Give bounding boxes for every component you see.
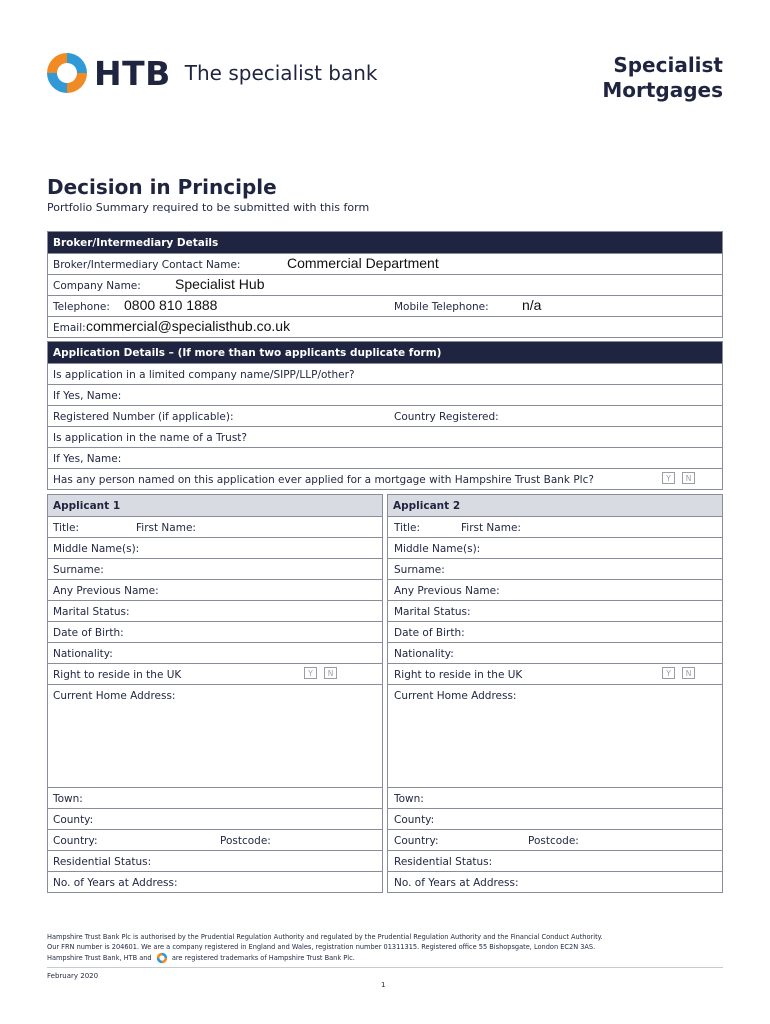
middle-name-label: Middle Name(s): xyxy=(394,543,481,555)
town-row[interactable] xyxy=(388,787,722,808)
previous-name-label: Any Previous Name: xyxy=(53,585,159,597)
home-address-row[interactable] xyxy=(48,684,382,787)
county-label: County: xyxy=(53,814,94,826)
company-field[interactable]: Specialist Hub xyxy=(175,276,265,292)
previous-name-row[interactable] xyxy=(388,579,722,600)
surname-label: Surname: xyxy=(53,564,104,576)
registered-number-label: Registered Number (if applicable): xyxy=(53,411,234,423)
logo-tagline: The specialist bank xyxy=(184,61,378,85)
years-at-address-row[interactable] xyxy=(48,871,382,892)
right-to-reside-row xyxy=(388,663,722,684)
logo-htb-text: HTB xyxy=(94,53,171,93)
date-of-birth-label: Date of Birth: xyxy=(394,627,465,639)
limited-company-row[interactable] xyxy=(48,363,722,384)
if-yes-name-label: If Yes, Name: xyxy=(53,453,122,465)
marital-status-row[interactable] xyxy=(388,600,722,621)
applicant-2-heading: Applicant 2 xyxy=(388,495,722,516)
htb-swirl-small-icon xyxy=(155,952,169,964)
title-label: Title: xyxy=(53,522,80,534)
telephone-field[interactable]: 0800 810 1888 xyxy=(124,297,218,313)
middle-name-label: Middle Name(s): xyxy=(53,543,140,555)
telephone-label: Telephone: xyxy=(53,301,110,313)
footer-line-3 xyxy=(47,952,727,964)
footer-line-3a: Hampshire Trust Bank, HTB and xyxy=(47,954,152,962)
middle-name-row[interactable] xyxy=(48,537,382,558)
title-row[interactable] xyxy=(48,516,382,537)
middle-name-row[interactable] xyxy=(388,537,722,558)
trust-row[interactable] xyxy=(48,426,722,447)
no-checkbox[interactable]: N xyxy=(324,667,337,679)
years-at-address-row[interactable] xyxy=(388,871,722,892)
no-checkbox[interactable]: N xyxy=(682,472,695,484)
country-registered-label: Country Registered: xyxy=(394,411,499,423)
previous-name-row[interactable] xyxy=(48,579,382,600)
country-label: Country: xyxy=(394,835,439,847)
mobile-label: Mobile Telephone: xyxy=(394,301,489,313)
htb-swirl-logo-icon xyxy=(44,50,90,96)
surname-row[interactable] xyxy=(48,558,382,579)
yes-checkbox[interactable]: Y xyxy=(304,667,317,679)
application-section xyxy=(47,341,723,490)
nationality-row[interactable] xyxy=(48,642,382,663)
specialist-line: Specialist xyxy=(613,53,723,77)
title-label: Title: xyxy=(394,522,421,534)
nationality-row[interactable] xyxy=(388,642,722,663)
right-to-reside-label: Right to reside in the UK xyxy=(53,669,182,681)
previous-name-label: Any Previous Name: xyxy=(394,585,500,597)
date-of-birth-label: Date of Birth: xyxy=(53,627,124,639)
limited-company-question: Is application in a limited company name/SIPP/LLP/other? xyxy=(53,369,355,381)
years-at-address-label: No. of Years at Address: xyxy=(53,877,178,889)
surname-row[interactable] xyxy=(388,558,722,579)
town-label: Town: xyxy=(394,793,424,805)
country-row[interactable] xyxy=(48,829,382,850)
residential-status-row[interactable] xyxy=(388,850,722,871)
footer-divider xyxy=(47,967,723,968)
email-row xyxy=(48,316,722,337)
home-address-row[interactable] xyxy=(388,684,722,787)
company-label: Company Name: xyxy=(53,280,141,292)
town-row[interactable] xyxy=(48,787,382,808)
nationality-label: Nationality: xyxy=(53,648,113,660)
no-checkbox[interactable]: N xyxy=(682,667,695,679)
mobile-field[interactable]: n/a xyxy=(522,297,542,313)
marital-status-label: Marital Status: xyxy=(394,606,471,618)
home-address-label: Current Home Address: xyxy=(53,690,176,702)
htb-logo xyxy=(44,50,378,96)
company-name-row[interactable] xyxy=(48,384,722,405)
footer-line-1: Hampshire Trust Bank Plc is authorised by the Prudential Regulation Authority and regulated by the Prudential Regulation Authority and the Financial Conduct Authority. xyxy=(47,933,603,941)
country-row[interactable] xyxy=(388,829,722,850)
applicant-1-heading: Applicant 1 xyxy=(48,495,382,516)
residential-status-row[interactable] xyxy=(48,850,382,871)
nationality-label: Nationality: xyxy=(394,648,454,660)
registered-number-row[interactable] xyxy=(48,405,722,426)
county-row[interactable] xyxy=(388,808,722,829)
date-of-birth-row[interactable] xyxy=(388,621,722,642)
page-number: 1 xyxy=(381,981,386,989)
page-title: Decision in Principle xyxy=(47,175,277,199)
date-of-birth-row[interactable] xyxy=(48,621,382,642)
postcode-label: Postcode: xyxy=(528,835,579,847)
broker-contact-field[interactable]: Commercial Department xyxy=(287,255,439,271)
email-label: Email: xyxy=(53,322,86,334)
right-to-reside-label: Right to reside in the UK xyxy=(394,669,523,681)
town-label: Town: xyxy=(53,793,83,805)
yes-checkbox[interactable]: Y xyxy=(662,667,675,679)
telephone-row xyxy=(48,295,722,316)
trust-name-row[interactable] xyxy=(48,447,722,468)
footer-line-3b: are registered trademarks of Hampshire Trust Bank Plc. xyxy=(171,954,355,962)
applied-before-row xyxy=(48,468,722,489)
applied-before-question: Has any person named on this application ever applied for a mortgage with Hampshire Trust Bank Plc? xyxy=(53,474,594,486)
country-label: Country: xyxy=(53,835,98,847)
email-field[interactable]: commercial@specialisthub.co.uk xyxy=(86,318,291,334)
residential-status-label: Residential Status: xyxy=(53,856,152,868)
county-label: County: xyxy=(394,814,435,826)
marital-status-label: Marital Status: xyxy=(53,606,130,618)
residential-status-label: Residential Status: xyxy=(394,856,493,868)
document-date: February 2020 xyxy=(47,972,99,980)
regulatory-footer xyxy=(47,932,727,964)
broker-section-heading: Broker/Intermediary Details xyxy=(48,232,722,253)
specialist-mortgages-heading xyxy=(602,53,723,103)
broker-contact-row xyxy=(48,253,722,274)
first-name-label: First Name: xyxy=(461,522,521,534)
applicant-2-panel xyxy=(387,494,723,893)
broker-contact-label: Broker/Intermediary Contact Name: xyxy=(53,259,241,271)
broker-section xyxy=(47,231,723,338)
right-to-reside-row xyxy=(48,663,382,684)
yes-checkbox[interactable]: Y xyxy=(662,472,675,484)
county-row[interactable] xyxy=(48,808,382,829)
postcode-label: Postcode: xyxy=(220,835,271,847)
title-row[interactable] xyxy=(388,516,722,537)
trust-question: Is application in the name of a Trust? xyxy=(53,432,247,444)
footer-line-2: Our FRN number is 204601. We are a company registered in England and Wales, registration number 01311315. Registered office 55 Bishopsgate, London EC2N 3AS. xyxy=(47,943,596,951)
company-row xyxy=(48,274,722,295)
page-subtitle: Portfolio Summary required to be submitted with this form xyxy=(47,201,370,214)
if-yes-name-label: If Yes, Name: xyxy=(53,390,122,402)
first-name-label: First Name: xyxy=(136,522,196,534)
application-section-heading: Application Details – (If more than two applicants duplicate form) xyxy=(48,342,722,363)
home-address-label: Current Home Address: xyxy=(394,690,517,702)
surname-label: Surname: xyxy=(394,564,445,576)
applicant-1-panel xyxy=(47,494,383,893)
mortgages-line: Mortgages xyxy=(602,78,723,102)
marital-status-row[interactable] xyxy=(48,600,382,621)
years-at-address-label: No. of Years at Address: xyxy=(394,877,519,889)
